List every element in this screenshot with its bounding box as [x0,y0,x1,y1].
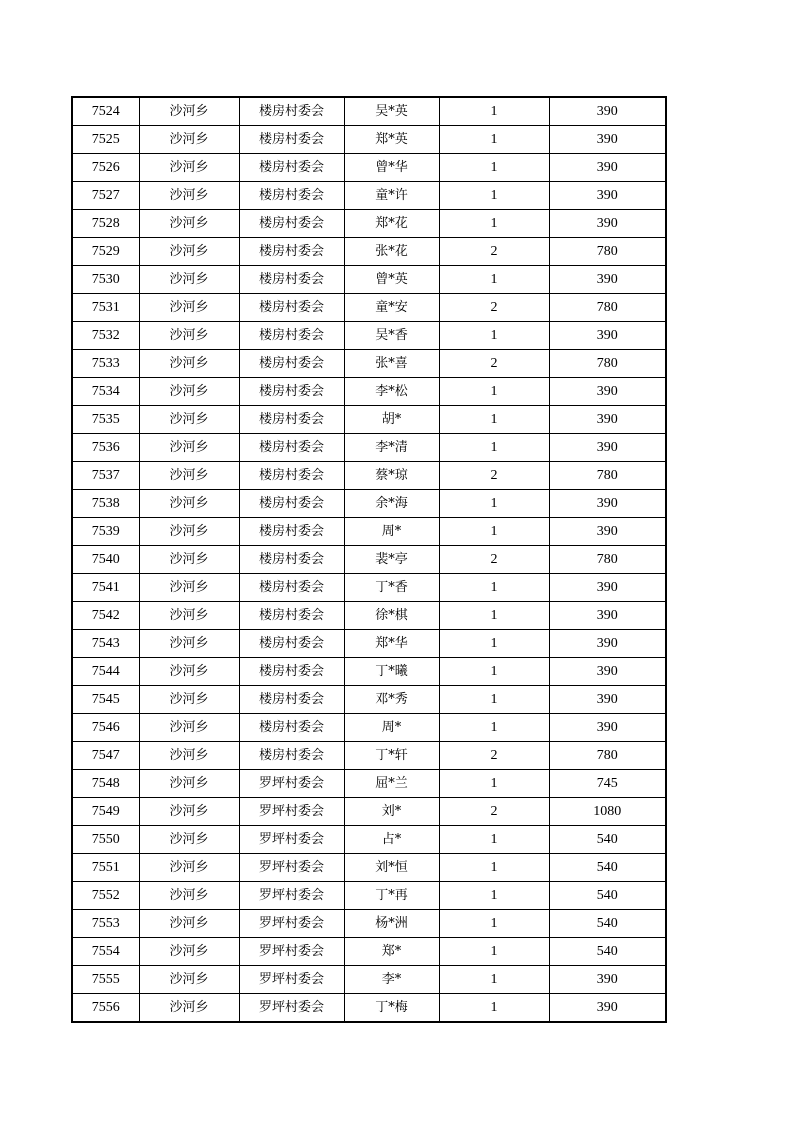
village-committee-cell: 楼房村委会 [239,546,344,574]
row-number-cell: 7541 [72,574,139,602]
village-committee-cell: 楼房村委会 [239,742,344,770]
table-row [72,294,666,322]
table-row [72,602,666,630]
count-cell: 1 [439,994,549,1023]
name-cell: 刘* [344,798,439,826]
row-number-cell: 7544 [72,658,139,686]
name-cell: 郑*华 [344,630,439,658]
township-cell: 沙河乡 [139,350,239,378]
village-committee-cell: 楼房村委会 [239,294,344,322]
row-number-cell: 7542 [72,602,139,630]
count-cell: 1 [439,854,549,882]
table-row [72,238,666,266]
amount-cell: 390 [549,266,666,294]
table-row [72,966,666,994]
count-cell: 1 [439,154,549,182]
count-cell: 2 [439,294,549,322]
village-committee-cell: 罗坪村委会 [239,910,344,938]
row-number-cell: 7554 [72,938,139,966]
name-cell: 屈*兰 [344,770,439,798]
name-cell: 丁*再 [344,882,439,910]
village-committee-cell: 楼房村委会 [239,266,344,294]
row-number-cell: 7537 [72,462,139,490]
table-row [72,910,666,938]
table-row [72,994,666,1023]
township-cell: 沙河乡 [139,966,239,994]
name-cell: 邓*秀 [344,686,439,714]
township-cell: 沙河乡 [139,378,239,406]
count-cell: 2 [439,238,549,266]
amount-cell: 780 [549,742,666,770]
township-cell: 沙河乡 [139,994,239,1023]
table-row [72,770,666,798]
village-committee-cell: 楼房村委会 [239,97,344,126]
count-cell: 2 [439,462,549,490]
name-cell: 曾*英 [344,266,439,294]
row-number-cell: 7534 [72,378,139,406]
name-cell: 丁*梅 [344,994,439,1023]
township-cell: 沙河乡 [139,210,239,238]
township-cell: 沙河乡 [139,462,239,490]
row-number-cell: 7555 [72,966,139,994]
village-committee-cell: 楼房村委会 [239,434,344,462]
count-cell: 1 [439,938,549,966]
village-committee-cell: 楼房村委会 [239,658,344,686]
village-committee-cell: 罗坪村委会 [239,882,344,910]
count-cell: 1 [439,322,549,350]
row-number-cell: 7548 [72,770,139,798]
count-cell: 1 [439,406,549,434]
amount-cell: 540 [549,882,666,910]
amount-cell: 390 [549,434,666,462]
name-cell: 杨*洲 [344,910,439,938]
name-cell: 余*海 [344,490,439,518]
table-row [72,154,666,182]
count-cell: 2 [439,546,549,574]
count-cell: 1 [439,434,549,462]
township-cell: 沙河乡 [139,434,239,462]
amount-cell: 390 [549,490,666,518]
name-cell: 郑*英 [344,126,439,154]
township-cell: 沙河乡 [139,658,239,686]
row-number-cell: 7529 [72,238,139,266]
row-number-cell: 7536 [72,434,139,462]
amount-cell: 390 [549,518,666,546]
township-cell: 沙河乡 [139,938,239,966]
village-committee-cell: 楼房村委会 [239,518,344,546]
table-row [72,798,666,826]
village-committee-cell: 楼房村委会 [239,154,344,182]
village-committee-cell: 楼房村委会 [239,378,344,406]
row-number-cell: 7528 [72,210,139,238]
count-cell: 1 [439,770,549,798]
village-committee-cell: 楼房村委会 [239,574,344,602]
count-cell: 1 [439,882,549,910]
count-cell: 1 [439,714,549,742]
amount-cell: 780 [549,350,666,378]
count-cell: 1 [439,602,549,630]
table-row [72,882,666,910]
name-cell: 胡* [344,406,439,434]
table-row [72,378,666,406]
row-number-cell: 7535 [72,406,139,434]
township-cell: 沙河乡 [139,686,239,714]
village-committee-cell: 罗坪村委会 [239,994,344,1023]
township-cell: 沙河乡 [139,826,239,854]
amount-cell: 540 [549,826,666,854]
amount-cell: 390 [549,714,666,742]
village-committee-cell: 楼房村委会 [239,462,344,490]
count-cell: 2 [439,798,549,826]
name-cell: 郑* [344,938,439,966]
amount-cell: 540 [549,910,666,938]
row-number-cell: 7532 [72,322,139,350]
row-number-cell: 7526 [72,154,139,182]
table-row [72,546,666,574]
amount-cell: 390 [549,994,666,1023]
count-cell: 1 [439,490,549,518]
township-cell: 沙河乡 [139,630,239,658]
row-number-cell: 7538 [72,490,139,518]
count-cell: 1 [439,826,549,854]
amount-cell: 390 [549,210,666,238]
row-number-cell: 7543 [72,630,139,658]
amount-cell: 780 [549,294,666,322]
village-committee-cell: 楼房村委会 [239,182,344,210]
table-row [72,434,666,462]
amount-cell: 390 [549,97,666,126]
row-number-cell: 7524 [72,97,139,126]
table-row [72,938,666,966]
row-number-cell: 7556 [72,994,139,1023]
township-cell: 沙河乡 [139,882,239,910]
name-cell: 裴*亭 [344,546,439,574]
name-cell: 李* [344,966,439,994]
table-row [72,210,666,238]
village-committee-cell: 罗坪村委会 [239,770,344,798]
village-committee-cell: 楼房村委会 [239,490,344,518]
amount-cell: 390 [549,322,666,350]
table-row [72,742,666,770]
name-cell: 童*安 [344,294,439,322]
count-cell: 1 [439,910,549,938]
amount-cell: 390 [549,574,666,602]
village-committee-cell: 楼房村委会 [239,322,344,350]
name-cell: 丁*香 [344,574,439,602]
table-row [72,574,666,602]
amount-cell: 390 [549,378,666,406]
count-cell: 1 [439,658,549,686]
amount-cell: 390 [549,406,666,434]
village-committee-cell: 楼房村委会 [239,714,344,742]
table-row [72,350,666,378]
name-cell: 徐*棋 [344,602,439,630]
row-number-cell: 7545 [72,686,139,714]
roster-table-body [72,97,666,1022]
amount-cell: 390 [549,630,666,658]
village-committee-cell: 楼房村委会 [239,602,344,630]
village-committee-cell: 楼房村委会 [239,238,344,266]
table-row [72,854,666,882]
amount-cell: 390 [549,154,666,182]
amount-cell: 540 [549,938,666,966]
township-cell: 沙河乡 [139,910,239,938]
row-number-cell: 7525 [72,126,139,154]
township-cell: 沙河乡 [139,546,239,574]
table-row [72,266,666,294]
village-committee-cell: 罗坪村委会 [239,798,344,826]
name-cell: 张*喜 [344,350,439,378]
township-cell: 沙河乡 [139,182,239,210]
row-number-cell: 7546 [72,714,139,742]
village-committee-cell: 楼房村委会 [239,406,344,434]
count-cell: 1 [439,574,549,602]
row-number-cell: 7531 [72,294,139,322]
township-cell: 沙河乡 [139,854,239,882]
name-cell: 童*许 [344,182,439,210]
name-cell: 李*清 [344,434,439,462]
count-cell: 1 [439,378,549,406]
amount-cell: 540 [549,854,666,882]
village-committee-cell: 罗坪村委会 [239,938,344,966]
name-cell: 吴*英 [344,97,439,126]
row-number-cell: 7527 [72,182,139,210]
amount-cell: 780 [549,238,666,266]
row-number-cell: 7551 [72,854,139,882]
village-committee-cell: 罗坪村委会 [239,826,344,854]
table-row [72,97,666,126]
township-cell: 沙河乡 [139,322,239,350]
row-number-cell: 7533 [72,350,139,378]
row-number-cell: 7539 [72,518,139,546]
count-cell: 2 [439,742,549,770]
township-cell: 沙河乡 [139,238,239,266]
count-cell: 2 [439,350,549,378]
township-cell: 沙河乡 [139,770,239,798]
name-cell: 郑*花 [344,210,439,238]
township-cell: 沙河乡 [139,714,239,742]
name-cell: 蔡*琼 [344,462,439,490]
count-cell: 1 [439,210,549,238]
village-committee-cell: 罗坪村委会 [239,854,344,882]
name-cell: 丁*轩 [344,742,439,770]
count-cell: 1 [439,686,549,714]
table-row [72,406,666,434]
count-cell: 1 [439,630,549,658]
table-row [72,826,666,854]
count-cell: 1 [439,182,549,210]
table-row [72,322,666,350]
amount-cell: 780 [549,546,666,574]
village-committee-cell: 楼房村委会 [239,630,344,658]
name-cell: 丁*曦 [344,658,439,686]
village-committee-cell: 楼房村委会 [239,686,344,714]
count-cell: 1 [439,97,549,126]
township-cell: 沙河乡 [139,294,239,322]
amount-cell: 780 [549,462,666,490]
table-row [72,518,666,546]
township-cell: 沙河乡 [139,574,239,602]
name-cell: 吴*香 [344,322,439,350]
name-cell: 张*花 [344,238,439,266]
count-cell: 1 [439,126,549,154]
row-number-cell: 7547 [72,742,139,770]
table-row [72,462,666,490]
row-number-cell: 7549 [72,798,139,826]
amount-cell: 390 [549,658,666,686]
table-row [72,686,666,714]
township-cell: 沙河乡 [139,602,239,630]
row-number-cell: 7530 [72,266,139,294]
name-cell: 周* [344,518,439,546]
amount-cell: 390 [549,686,666,714]
township-cell: 沙河乡 [139,798,239,826]
count-cell: 1 [439,518,549,546]
table-row [72,182,666,210]
table-row [72,126,666,154]
row-number-cell: 7553 [72,910,139,938]
township-cell: 沙河乡 [139,97,239,126]
name-cell: 刘*恒 [344,854,439,882]
row-number-cell: 7540 [72,546,139,574]
amount-cell: 745 [549,770,666,798]
amount-cell: 390 [549,602,666,630]
name-cell: 占* [344,826,439,854]
row-number-cell: 7550 [72,826,139,854]
amount-cell: 1080 [549,798,666,826]
village-committee-cell: 罗坪村委会 [239,966,344,994]
village-committee-cell: 楼房村委会 [239,126,344,154]
township-cell: 沙河乡 [139,742,239,770]
township-cell: 沙河乡 [139,266,239,294]
amount-cell: 390 [549,126,666,154]
name-cell: 曾*华 [344,154,439,182]
amount-cell: 390 [549,966,666,994]
amount-cell: 390 [549,182,666,210]
village-committee-cell: 楼房村委会 [239,210,344,238]
count-cell: 1 [439,966,549,994]
table-row [72,490,666,518]
name-cell: 李*松 [344,378,439,406]
name-cell: 周* [344,714,439,742]
table-row [72,630,666,658]
township-cell: 沙河乡 [139,154,239,182]
township-cell: 沙河乡 [139,406,239,434]
township-cell: 沙河乡 [139,490,239,518]
village-committee-cell: 楼房村委会 [239,350,344,378]
row-number-cell: 7552 [72,882,139,910]
count-cell: 1 [439,266,549,294]
roster-table [71,96,667,1023]
township-cell: 沙河乡 [139,518,239,546]
table-row [72,658,666,686]
table-row [72,714,666,742]
township-cell: 沙河乡 [139,126,239,154]
